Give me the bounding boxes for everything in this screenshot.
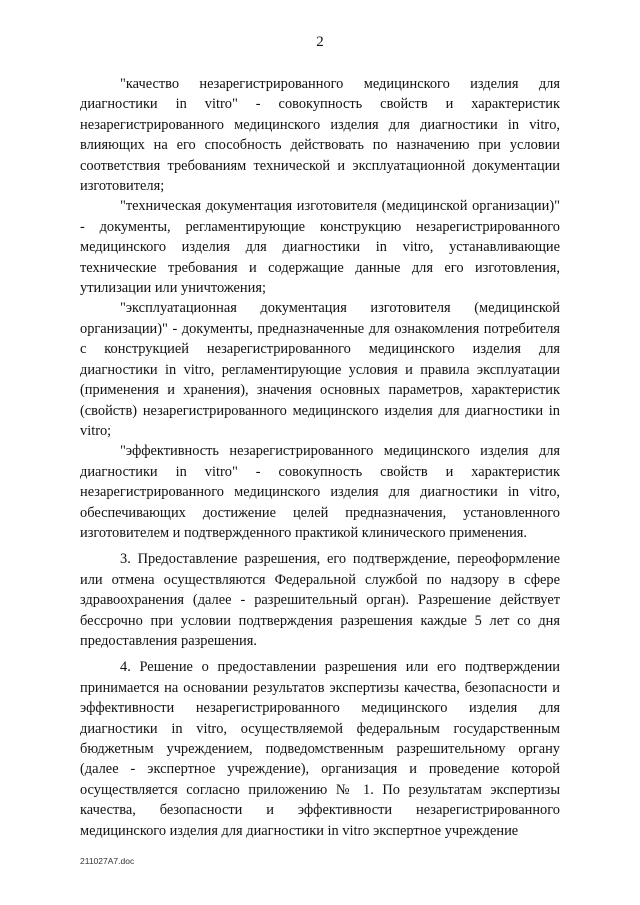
footer-filename: 211027А7.doc [80, 856, 135, 866]
definition-effectiveness: "эффективность незарегистрированного медицинского изделия для диагностики in vitro" - совокупность свойств и характеристик незарегистрированного медицинского изделия для диагностики in vitro, обеспечивающих достижение целей предназначения, установленного изготовителем и подтвержденного практикой клинического применения. [80, 443, 560, 541]
definition-technical-documentation: "техническая документация изготовителя (медицинской организации)" - документы, регламентирующие конструкцию незарегистрированного медицинского изделия для диагностики in vitro, устанавливающие технические требования и содержащие данные для его изготовления, утилизации или уничтожения; [80, 198, 560, 297]
clause-3: 3. Предоставление разрешения, его подтверждение, переоформление или отмена осуществляются Федеральной службой по надзору в сфере здравоохранения (далее - разрешительный орган). Разрешение действует бессрочно при условии подтверждения разрешения каждые 5 лет со дня предоставления разрешения. [80, 551, 560, 649]
definition-quality: "качество незарегистрированного медицинского изделия для диагностики in vitro" - совокупность свойств и характеристик незарегистрированного медицинского изделия для диагностики in vitro, влияющих на его способность действовать по назначению при условии соответствия требованиям технической и эксплуатационной документации изготовителя; [80, 76, 560, 195]
page-number: 2 [316, 34, 324, 50]
definition-operational-documentation: "эксплуатационная документация изготовителя (медицинской организации)" - документы, предназначенные для ознакомления потребителя с конструкцией незарегистрированного медицинского изделия для диагностики in vitro, регламентирующие условия и правила эксплуатации (применения и хранения), значения основных параметров, характеристик (свойств) незарегистрированного медицинского изделия для диагностики in vitro; [80, 300, 560, 439]
clause-4: 4. Решение о предоставлении разрешения или его подтверждении принимается на основании результатов экспертизы качества, безопасности и эффективности незарегистрированного медицинского изделия для диагностики in vitro, осуществляемой федеральным государственным бюджетным учреждением, подведомственным разрешительному органу (далее - экспертное учреждение), организация и проведение которой осуществляется согласно приложению № 1. По результатам экспертизы качества, безопасности и эффективности незарегистрированного медицинского изделия для диагностики in vitro экспертное учреждение [80, 659, 560, 839]
document-body [80, 74, 560, 841]
